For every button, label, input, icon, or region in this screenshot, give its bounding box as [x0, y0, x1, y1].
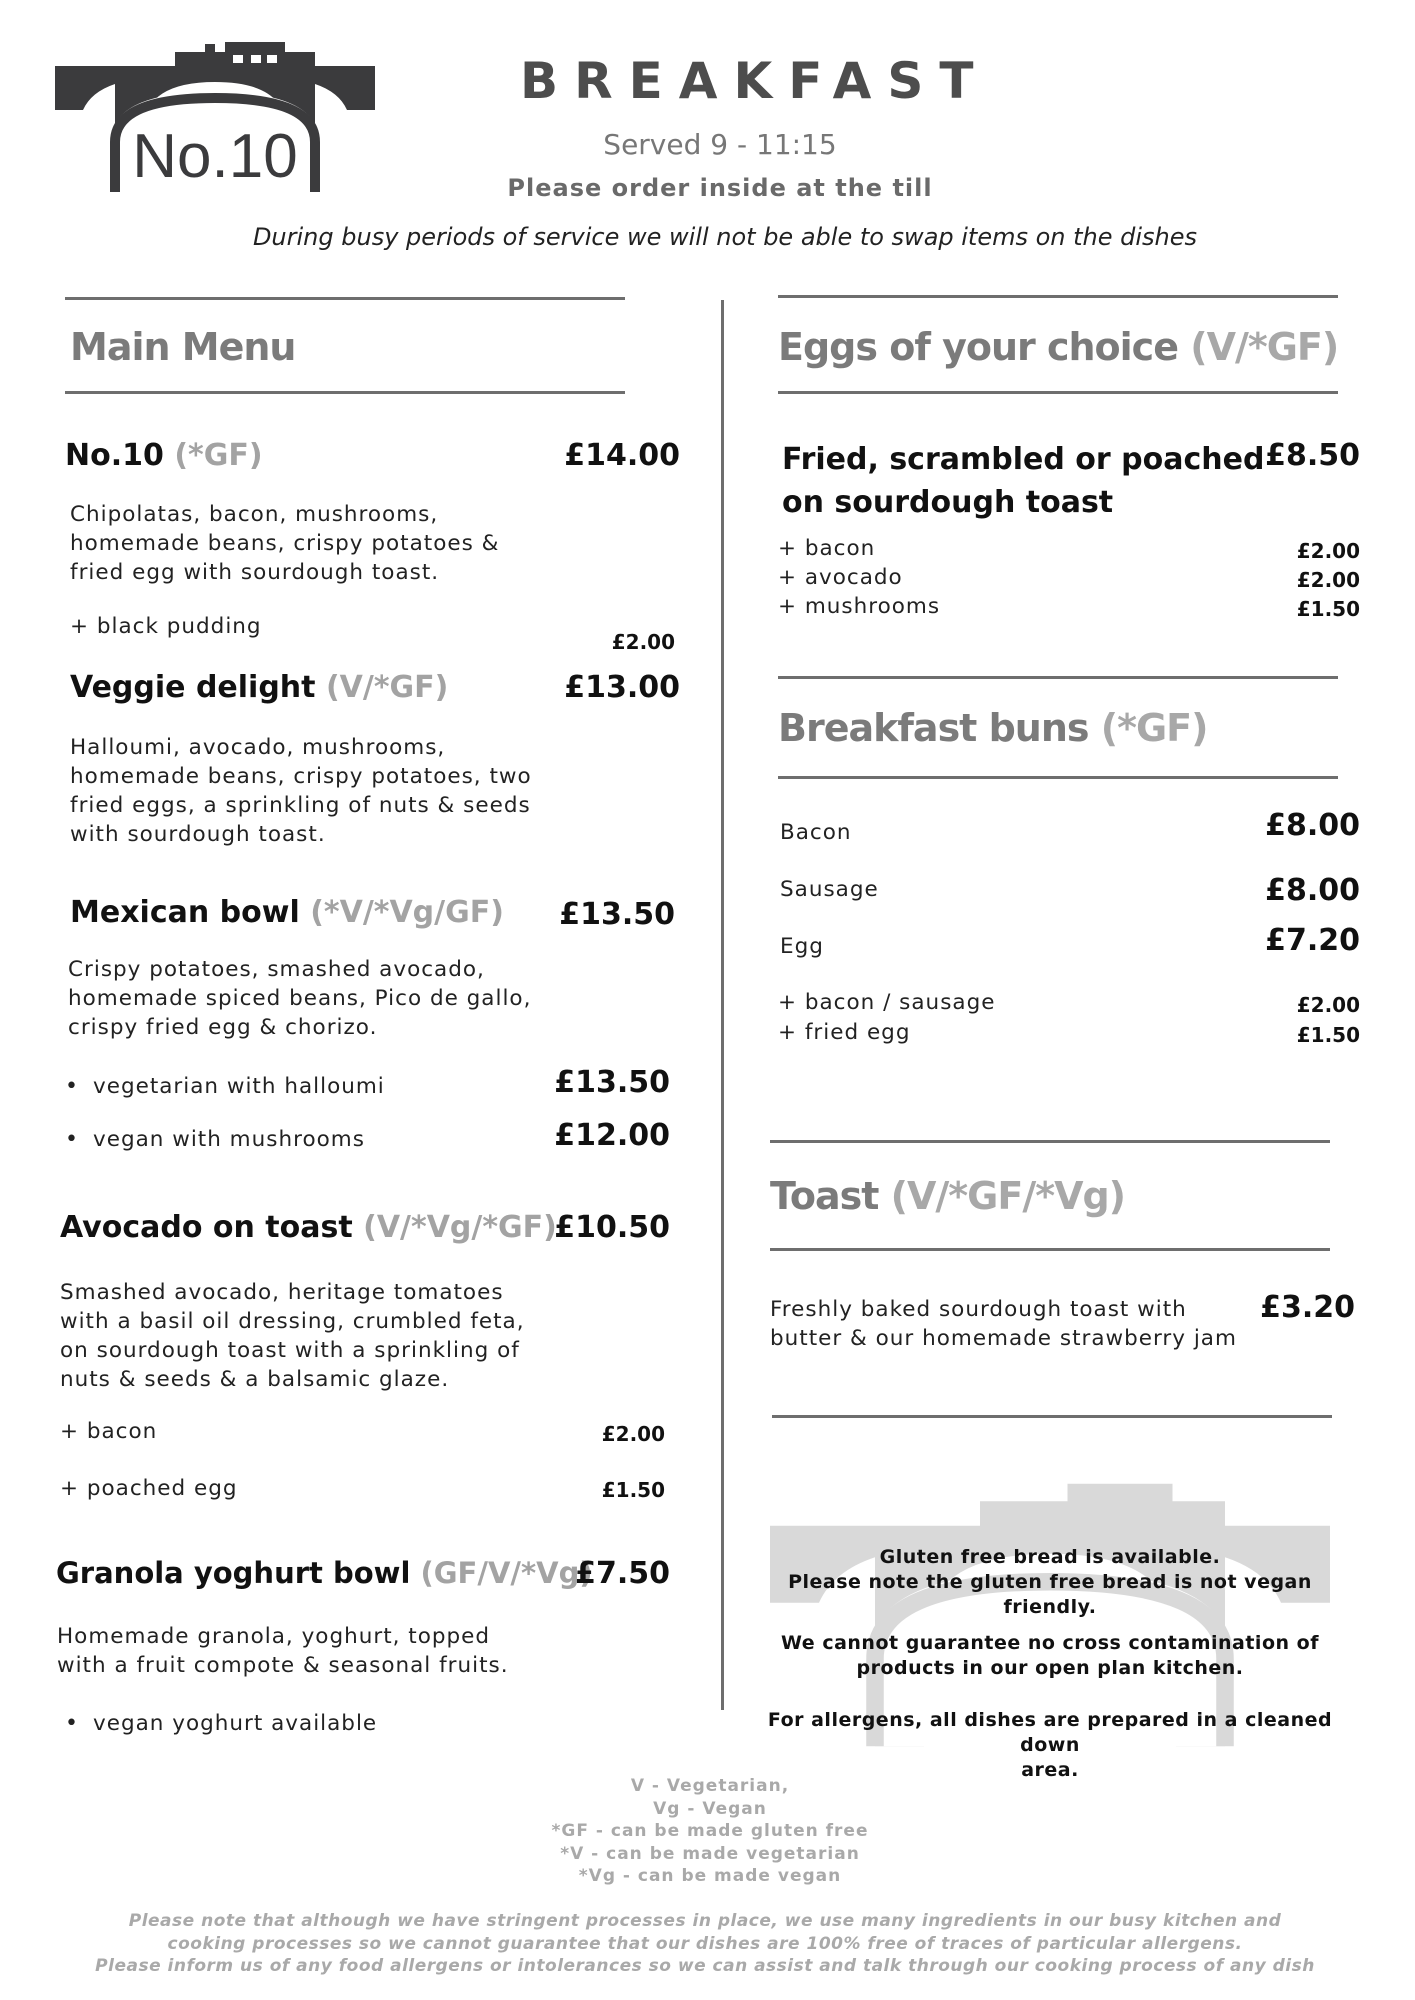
order-note: Please order inside at the till: [507, 174, 933, 202]
dietary-tag: (GF/V/*Vg): [420, 1556, 593, 1590]
option-item: • vegan with mushrooms: [93, 1127, 365, 1152]
dish-name: Fried, scrambled or poached on sourdough toast: [782, 442, 1265, 520]
dish-description: Crispy potatoes, smashed avocado, homemade spiced beans, Pico de gallo, crispy fried egg & chorizo.: [68, 957, 532, 1040]
bun-price: £8.00: [1265, 808, 1360, 843]
dish-name: Avocado on toast (V/*Vg/*GF): [60, 1210, 557, 1245]
column-divider: [721, 300, 724, 1710]
dish-price: £10.50: [554, 1210, 670, 1245]
option-item: • vegan yoghurt available: [93, 1711, 377, 1736]
section-heading-buns: Breakfast buns (*GF): [778, 706, 1208, 750]
dish-name: Mexican bowl (*V/*Vg/GF): [70, 895, 504, 930]
option-item: • vegetarian with halloumi: [93, 1074, 385, 1099]
option-price: £12.00: [554, 1118, 670, 1153]
bun-item: Sausage: [780, 877, 879, 902]
dish-price: £14.00: [564, 438, 680, 473]
addon-price: £1.50: [601, 1478, 665, 1502]
dish-description: Freshly baked sourdough toast with butter & our homemade strawberry jam: [770, 1297, 1237, 1351]
logo-text: No.10: [132, 122, 298, 191]
addon-list: + bacon + avocado + mushrooms: [778, 536, 941, 619]
section-heading-toast: Toast (V/*GF/*Vg): [770, 1174, 1126, 1218]
addon-prices: £2.00 £1.50: [1296, 993, 1360, 1047]
addon-label: + poached egg: [60, 1476, 238, 1501]
dietary-tag: (*GF): [174, 438, 263, 473]
served-times: Served 9 - 11:15: [603, 128, 837, 161]
dietary-key: V - Vegetarian, Vg - Vegan *GF - can be made gluten free *V - can be made vegetarian *Vg - can be made vegan: [551, 1776, 869, 1886]
divider: [65, 391, 625, 394]
page-title: BREAKFAST: [520, 52, 990, 110]
addon-price: £2.00: [601, 1422, 665, 1446]
bun-price: £7.20: [1265, 923, 1360, 958]
divider: [778, 295, 1338, 298]
addon-price: £2.00: [611, 630, 675, 654]
option-price: £13.50: [554, 1065, 670, 1100]
dietary-tag: (V/*GF/*Vg): [890, 1174, 1126, 1218]
divider: [778, 776, 1338, 779]
dish-price: £3.20: [1260, 1290, 1355, 1325]
dish-price: £8.50: [1265, 438, 1360, 473]
dish-name: No.10 (*GF): [65, 438, 263, 473]
dish-name: Veggie delight (V/*GF): [70, 670, 449, 705]
allergen-disclaimer: Please note that although we have stringent processes in place, we use many ingredients in our busy kitchen and cooking processes so we cannot guarantee that our dishes are 100% free of traces of particular allergens. Please inform us of any food allergens or intolerances so we can assist and talk through our cooking process of any dish: [95, 1911, 1315, 1976]
dish-price: £13.50: [559, 897, 675, 932]
bun-price: £8.00: [1265, 873, 1360, 908]
addon-label: + black pudding: [70, 614, 262, 639]
section-heading-main-menu: Main Menu: [70, 325, 296, 369]
divider: [778, 391, 1338, 394]
dish-price: £13.00: [564, 670, 680, 705]
dish-description: Chipolatas, bacon, mushrooms, homemade beans, crispy potatoes & fried egg with sourdough toast.: [70, 502, 500, 585]
addon-prices: £2.00 £2.00 £1.50: [1296, 539, 1360, 621]
divider: [778, 676, 1338, 679]
gluten-free-notice: Gluten free bread is available. Please note the gluten free bread is not vegan friendly.: [788, 1546, 1312, 1618]
dietary-tag: (V/*GF): [325, 670, 449, 705]
dietary-tag: (V/*GF): [1190, 325, 1339, 369]
dietary-tag: (*GF): [1100, 706, 1208, 750]
bun-item: Egg: [780, 934, 824, 959]
busy-note: During busy periods of service we will not be able to swap items on the dishes: [252, 223, 1198, 251]
divider: [772, 1415, 1332, 1418]
dish-description: Smashed avocado, heritage tomatoes with a basil oil dressing, crumbled feta, on sourdough toast with a sprinkling of nuts & seeds & a balsamic glaze.: [60, 1280, 525, 1392]
bun-item: Bacon: [780, 820, 852, 845]
dietary-tag: (V/*Vg/*GF): [363, 1210, 557, 1245]
dish-description: Homemade granola, yoghurt, topped with a fruit compote & seasonal fruits.: [57, 1624, 509, 1678]
divider: [770, 1248, 1330, 1251]
addon-list: + bacon / sausage + fried egg: [778, 990, 996, 1045]
dietary-tag: (*V/*Vg/GF): [310, 895, 504, 930]
cross-contamination-notice: We cannot guarantee no cross contamination of products in our open plan kitchen.: [781, 1632, 1319, 1679]
section-heading-eggs: Eggs of your choice (V/*GF): [778, 325, 1339, 369]
divider: [65, 297, 625, 300]
addon-label: + bacon: [60, 1419, 158, 1444]
dish-name: Granola yoghurt bowl (GF/V/*Vg): [56, 1556, 593, 1590]
allergen-notice: For allergens, all dishes are prepared in a cleaned down area.: [767, 1709, 1333, 1781]
dish-price: £7.50: [575, 1556, 670, 1591]
divider: [770, 1140, 1330, 1143]
no10-logo: [55, 42, 375, 192]
dish-description: Halloumi, avocado, mushrooms, homemade beans, crispy potatoes, two fried eggs, a sprinkling of nuts & seeds with sourdough toast.: [70, 735, 532, 847]
